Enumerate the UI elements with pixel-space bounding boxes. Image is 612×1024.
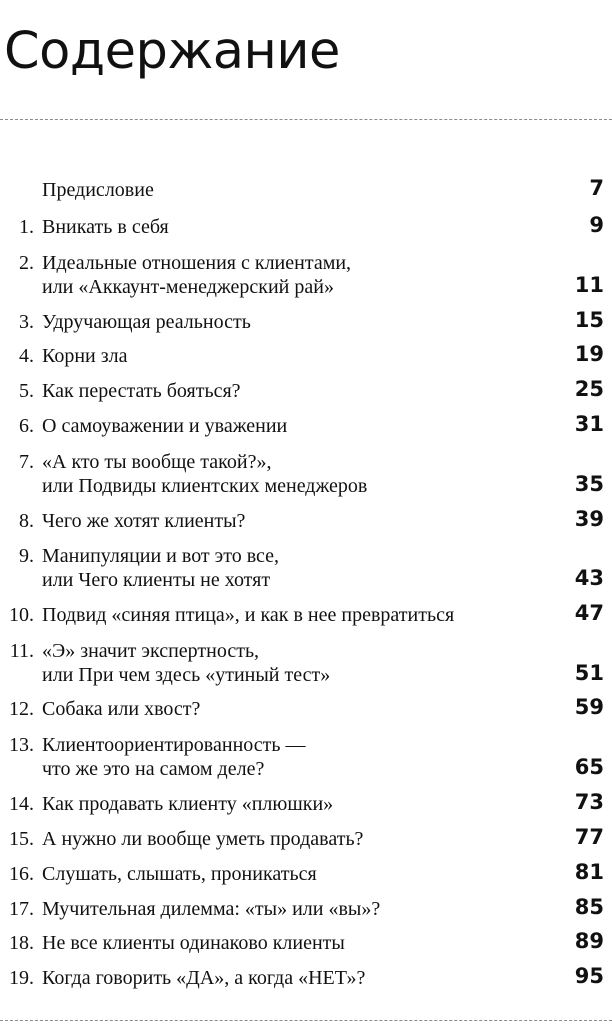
- chapter-title: Предисловие: [42, 179, 154, 201]
- chapter-number: 5.: [19, 380, 34, 402]
- chapter-number: 15.: [9, 828, 34, 850]
- chapter-number: 14.: [9, 793, 34, 815]
- chapter-number: 9.: [19, 545, 34, 567]
- footer-divider: [0, 1020, 612, 1021]
- chapter-title: Слушать, слышать, проникаться: [42, 863, 317, 885]
- chapter-number: 13.: [9, 734, 34, 756]
- chapter-title: Как продавать клиенту «плюшки»: [42, 793, 334, 815]
- chapter-title: Клиентоориентированность —: [42, 734, 306, 756]
- chapter-title: Мучительная дилемма: «ты» или «вы»?: [42, 898, 381, 920]
- chapter-number: 18.: [9, 932, 34, 954]
- page-number: 11: [574, 273, 604, 297]
- chapter-title: или При чем здесь «утиный тест»: [42, 664, 331, 686]
- chapter-title: Удручающая реальность: [42, 311, 251, 333]
- chapter-number: 19.: [9, 967, 34, 989]
- page-number: 95: [574, 964, 604, 988]
- chapter-title: Не все клиенты одинаково клиенты: [42, 932, 345, 954]
- chapter-title: или Чего клиенты не хотят: [42, 569, 271, 591]
- chapter-title: или «Аккаунт-менеджерский рай»: [42, 276, 334, 298]
- page-number: 89: [574, 929, 604, 953]
- chapter-number: 6.: [19, 415, 34, 437]
- chapter-title: «А кто ты вообще такой?»,: [42, 451, 272, 473]
- chapter-number: 12.: [9, 698, 34, 720]
- chapter-title: О самоуважении и уважении: [42, 415, 288, 437]
- page-number: 35: [574, 472, 604, 496]
- page-number: 59: [574, 695, 604, 719]
- chapter-number: 17.: [9, 898, 34, 920]
- page-number: 73: [574, 790, 604, 814]
- chapter-number: 3.: [19, 311, 34, 333]
- chapter-title: Когда говорить «ДА», а когда «НЕТ»?: [42, 967, 366, 989]
- page-number: 65: [574, 755, 604, 779]
- chapter-title: «Э» значит экспертность,: [42, 640, 260, 662]
- page-number: 85: [574, 895, 604, 919]
- page-number: 43: [574, 566, 604, 590]
- chapter-title: Манипуляции и вот это все,: [42, 545, 280, 567]
- chapter-number: 8.: [19, 510, 34, 532]
- chapter-title: Вникать в себя: [42, 216, 169, 238]
- chapter-title: Как перестать бояться?: [42, 380, 241, 402]
- chapter-number: 7.: [19, 451, 34, 473]
- chapter-title: А нужно ли вообще уметь продавать?: [42, 828, 364, 850]
- page-number: 25: [574, 377, 604, 401]
- page-number: 77: [574, 825, 604, 849]
- page-number: 51: [574, 661, 604, 685]
- page-number: 39: [574, 507, 604, 531]
- chapter-title: Собака или хвост?: [42, 698, 201, 720]
- chapter-title: Подвид «синяя птица», и как в нее превратиться: [42, 604, 455, 626]
- chapter-number: 10.: [9, 604, 34, 626]
- page-number: 7: [589, 176, 604, 200]
- page-number: 19: [574, 342, 604, 366]
- page-title: Содержание: [4, 22, 340, 81]
- chapter-number: 11.: [9, 640, 34, 662]
- chapter-number: 2.: [19, 252, 34, 274]
- page-number: 47: [574, 601, 604, 625]
- page-number: 31: [574, 412, 604, 436]
- chapter-title: что же это на самом деле?: [42, 758, 265, 780]
- page-number: 15: [574, 308, 604, 332]
- chapter-title: Идеальные отношения с клиентами,: [42, 252, 352, 274]
- chapter-number: 16.: [9, 863, 34, 885]
- chapter-title: Чего же хотят клиенты?: [42, 510, 246, 532]
- page-number: 9: [589, 213, 604, 237]
- chapter-number: 4.: [19, 345, 34, 367]
- page-number: 81: [574, 860, 604, 884]
- chapter-number: 1.: [19, 216, 34, 238]
- chapter-title: или Подвиды клиентских менеджеров: [42, 475, 368, 497]
- chapter-title: Корни зла: [42, 345, 128, 367]
